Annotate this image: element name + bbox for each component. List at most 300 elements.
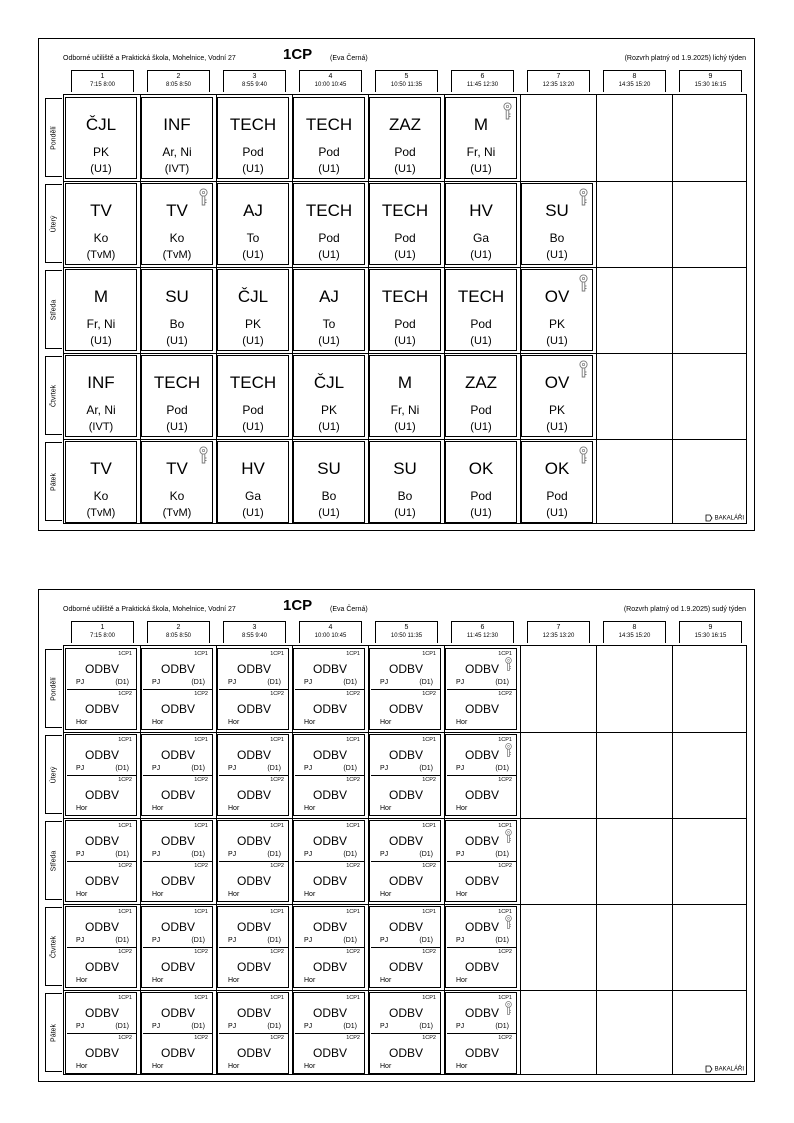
group-lesson-1cp2[interactable]	[219, 690, 289, 730]
group-lesson-1cp2[interactable]	[143, 690, 213, 730]
group-lesson-1cp2[interactable]	[219, 776, 289, 816]
period-header	[451, 621, 514, 643]
lesson-cell[interactable]	[65, 97, 137, 179]
lesson-teacher: Hor	[152, 719, 164, 726]
lesson-subject: ODBV	[236, 834, 271, 848]
lesson-subject: ODBV	[464, 662, 499, 676]
lesson-teacher: Pod	[242, 145, 264, 159]
group-lesson-1cp1[interactable]	[219, 822, 289, 862]
lesson-subject: ODBV	[312, 960, 347, 974]
period-time: 8:55 9:40	[241, 82, 268, 88]
bakalari-logo-icon	[705, 514, 713, 522]
group-name: 1CP1	[194, 909, 208, 915]
group-lesson-1cp1[interactable]	[67, 822, 137, 862]
lesson-cell[interactable]	[65, 992, 137, 1074]
lesson-subject: TV	[90, 201, 112, 220]
day-label: Čtvrtek	[50, 935, 58, 958]
lesson-cell[interactable]	[217, 992, 289, 1074]
lesson-cell[interactable]	[217, 441, 289, 523]
period-header	[147, 70, 210, 92]
key-icon	[505, 1001, 512, 1015]
lesson-teacher: Hor	[304, 1063, 316, 1070]
lesson-subject: ODBV	[160, 960, 195, 974]
group-name: 1CP1	[270, 909, 284, 915]
group-lesson-1cp1[interactable]	[67, 994, 137, 1034]
group-name: 1CP2	[346, 691, 360, 697]
group-lesson-1cp1[interactable]	[219, 736, 289, 776]
lesson-subject: INF	[87, 373, 115, 392]
group-name: 1CP1	[118, 737, 132, 743]
period-time: 10:00 10:45	[314, 82, 347, 88]
group-name: 1CP1	[346, 995, 360, 1001]
group-lesson-1cp1[interactable]	[219, 650, 289, 690]
lesson-room: (D1)	[419, 851, 433, 858]
validity-week: (Rozvrh platný od 1.9.2025) lichý týden	[624, 55, 746, 62]
period-header	[299, 70, 362, 92]
lesson-cell[interactable]	[293, 97, 365, 179]
lesson-teacher: PK	[92, 145, 109, 159]
lesson-cell[interactable]	[445, 992, 517, 1074]
lesson-subject: TECH	[153, 373, 201, 392]
lesson-cell[interactable]	[141, 355, 213, 437]
period-number: 8	[632, 624, 637, 631]
day-label: Úterý	[50, 766, 58, 783]
group-lesson-1cp2[interactable]	[143, 776, 213, 816]
group-lesson-1cp2[interactable]	[67, 948, 137, 988]
period-number: 9	[708, 73, 713, 80]
group-lesson-1cp2[interactable]	[143, 948, 213, 988]
lesson-subject: ODBV	[236, 748, 271, 762]
lesson-room: (TvM)	[86, 249, 116, 261]
lesson-cell[interactable]	[369, 269, 441, 351]
group-lesson-1cp2[interactable]	[295, 690, 365, 730]
lesson-cell[interactable]	[141, 820, 213, 902]
lesson-cell[interactable]	[369, 97, 441, 179]
group-lesson-1cp2[interactable]	[67, 1034, 137, 1074]
lesson-teacher: PJ	[152, 679, 161, 686]
day-label-box	[45, 907, 62, 986]
lesson-room: (D1)	[419, 937, 433, 944]
group-lesson-1cp2[interactable]	[371, 862, 441, 902]
key-icon	[579, 446, 588, 464]
lesson-teacher: Hor	[456, 719, 468, 726]
lesson-cell[interactable]	[65, 648, 137, 730]
lesson-teacher: Pod	[166, 403, 188, 417]
group-lesson-1cp1[interactable]	[143, 650, 213, 690]
lesson-room: (D1)	[267, 679, 281, 686]
lesson-subject: ODBV	[312, 834, 347, 848]
lesson-subject: ODBV	[388, 662, 423, 676]
group-lesson-1cp1[interactable]	[371, 822, 441, 862]
lesson-room: (U1)	[90, 335, 112, 347]
lesson-cell[interactable]	[217, 97, 289, 179]
lesson-subject: ODBV	[160, 662, 195, 676]
lesson-room: (D1)	[495, 937, 509, 944]
lesson-room: (D1)	[191, 765, 205, 772]
lesson-cell[interactable]	[217, 183, 289, 265]
lesson-room: (U1)	[90, 163, 112, 175]
lesson-cell[interactable]	[521, 355, 593, 437]
lesson-teacher: Bo	[397, 489, 413, 503]
lesson-cell[interactable]	[445, 97, 517, 179]
group-name: 1CP2	[194, 1035, 208, 1041]
period-number: 6	[480, 624, 485, 631]
lesson-teacher: Fr, Ni	[86, 317, 116, 331]
period-number: 6	[480, 73, 485, 80]
class-teacher: (Eva Černá)	[330, 55, 368, 62]
key-icon	[579, 188, 588, 206]
group-name: 1CP1	[270, 823, 284, 829]
lesson-cell[interactable]	[369, 992, 441, 1074]
lesson-teacher: Pod	[242, 403, 264, 417]
group-name: 1CP2	[422, 863, 436, 869]
lesson-cell[interactable]	[65, 906, 137, 988]
lesson-subject: TV	[166, 459, 188, 478]
lesson-room: (D1)	[267, 1023, 281, 1030]
lesson-teacher: Hor	[228, 805, 240, 812]
lesson-cell[interactable]	[141, 906, 213, 988]
lesson-subject: ODBV	[464, 960, 499, 974]
lesson-cell[interactable]	[369, 906, 441, 988]
period-header	[147, 621, 210, 643]
lesson-room: (U1)	[394, 335, 416, 347]
lesson-subject: ODBV	[388, 1006, 423, 1020]
lesson-cell[interactable]	[445, 269, 517, 351]
lesson-teacher: PJ	[456, 1023, 465, 1030]
lesson-teacher: Hor	[76, 1063, 88, 1070]
lesson-subject: ODBV	[312, 1006, 347, 1020]
group-lesson-1cp1[interactable]	[143, 736, 213, 776]
group-lesson-1cp2[interactable]	[219, 1034, 289, 1074]
lesson-teacher: PJ	[380, 937, 389, 944]
lesson-cell[interactable]	[369, 183, 441, 265]
lesson-teacher: PK	[244, 317, 261, 331]
group-lesson-1cp2[interactable]	[143, 1034, 213, 1074]
lesson-cell[interactable]	[65, 734, 137, 816]
lesson-cell[interactable]	[293, 355, 365, 437]
lesson-cell[interactable]	[293, 992, 365, 1074]
lesson-room: (D1)	[267, 851, 281, 858]
group-name: 1CP1	[118, 651, 132, 657]
timetable-even-week	[38, 589, 755, 1082]
group-lesson-1cp1[interactable]	[67, 736, 137, 776]
lesson-cell[interactable]	[293, 269, 365, 351]
group-lesson-1cp1[interactable]	[371, 650, 441, 690]
lesson-subject: ODBV	[388, 834, 423, 848]
group-name: 1CP1	[422, 995, 436, 1001]
group-name: 1CP2	[422, 1035, 436, 1041]
lesson-subject: ODBV	[388, 788, 423, 802]
period-time: 14:35 15:20	[618, 633, 651, 639]
lesson-cell[interactable]	[521, 441, 593, 523]
lesson-teacher: Pod	[394, 231, 416, 245]
group-lesson-1cp1[interactable]	[295, 650, 365, 690]
lesson-subject: ODBV	[312, 874, 347, 888]
lesson-cell[interactable]	[141, 992, 213, 1074]
group-lesson-1cp2[interactable]	[219, 862, 289, 902]
group-lesson-1cp2[interactable]	[295, 1034, 365, 1074]
lesson-room: (U1)	[242, 421, 264, 433]
lesson-room: (U1)	[470, 421, 492, 433]
lesson-cell[interactable]	[217, 355, 289, 437]
lesson-cell[interactable]	[445, 906, 517, 988]
day-label-box	[45, 356, 62, 435]
lesson-cell[interactable]	[445, 441, 517, 523]
period-time: 12:35 13:20	[542, 82, 575, 88]
key-icon	[579, 360, 588, 378]
class-name: 1CP	[283, 597, 313, 614]
lesson-room: (D1)	[495, 851, 509, 858]
group-lesson-1cp1[interactable]	[295, 822, 365, 862]
lesson-cell[interactable]	[293, 183, 365, 265]
brand-logo	[705, 1065, 744, 1073]
lesson-cell[interactable]	[217, 820, 289, 902]
lesson-teacher: PJ	[304, 1023, 313, 1030]
group-lesson-1cp1[interactable]	[143, 822, 213, 862]
lesson-cell[interactable]	[369, 355, 441, 437]
lesson-cell[interactable]	[445, 820, 517, 902]
lesson-cell[interactable]	[141, 734, 213, 816]
lesson-teacher: Pod	[470, 317, 492, 331]
group-lesson-1cp2[interactable]	[371, 948, 441, 988]
lesson-subject: ODBV	[160, 748, 195, 762]
lesson-subject: SU	[165, 287, 189, 306]
lesson-teacher: Hor	[76, 805, 88, 812]
lesson-cell[interactable]	[141, 269, 213, 351]
lesson-subject: ODBV	[160, 834, 195, 848]
lesson-cell[interactable]	[65, 441, 137, 523]
group-name: 1CP2	[498, 1035, 512, 1041]
group-name: 1CP1	[270, 651, 284, 657]
lesson-cell[interactable]	[445, 734, 517, 816]
period-time: 14:35 15:20	[618, 82, 651, 88]
lesson-teacher: Pod	[546, 489, 568, 503]
lesson-teacher: Hor	[456, 1063, 468, 1070]
lesson-cell[interactable]	[369, 820, 441, 902]
lesson-teacher: Ko	[169, 489, 185, 503]
group-lesson-1cp2[interactable]	[447, 1034, 517, 1074]
lesson-room: (U1)	[394, 507, 416, 519]
lesson-cell[interactable]	[217, 734, 289, 816]
lesson-subject: ODBV	[464, 748, 499, 762]
lesson-subject: M	[473, 115, 489, 134]
group-name: 1CP2	[346, 863, 360, 869]
lesson-subject: TECH	[305, 201, 353, 220]
lesson-room: (D1)	[115, 679, 129, 686]
group-lesson-1cp1[interactable]	[219, 908, 289, 948]
lesson-cell[interactable]	[445, 183, 517, 265]
lesson-cell[interactable]	[293, 648, 365, 730]
lesson-cell[interactable]	[293, 820, 365, 902]
lesson-room: (U1)	[242, 249, 264, 261]
lesson-cell[interactable]	[65, 269, 137, 351]
group-lesson-1cp2[interactable]	[371, 690, 441, 730]
period-time: 8:05 8:50	[165, 633, 192, 639]
lesson-cell[interactable]	[141, 183, 213, 265]
group-lesson-1cp1[interactable]	[371, 994, 441, 1034]
day-label: Čtvrtek	[50, 384, 58, 407]
lesson-subject: ODBV	[388, 702, 423, 716]
lesson-subject: ODBV	[464, 874, 499, 888]
lesson-subject: TECH	[229, 115, 277, 134]
group-lesson-1cp1[interactable]	[67, 650, 137, 690]
lesson-cell[interactable]	[293, 906, 365, 988]
lesson-teacher: Ga	[472, 231, 489, 245]
group-lesson-1cp2[interactable]	[371, 1034, 441, 1074]
group-lesson-1cp1[interactable]	[295, 908, 365, 948]
lesson-room: (U1)	[470, 507, 492, 519]
lesson-room: (D1)	[343, 937, 357, 944]
group-name: 1CP1	[498, 995, 512, 1001]
key-icon	[503, 102, 512, 120]
lesson-subject: ODBV	[464, 834, 499, 848]
group-name: 1CP2	[270, 949, 284, 955]
lesson-teacher: Ko	[93, 489, 109, 503]
lesson-room: (D1)	[115, 937, 129, 944]
lesson-subject: ODBV	[160, 1046, 195, 1060]
lesson-room: (U1)	[318, 421, 340, 433]
lesson-teacher: PJ	[380, 1023, 389, 1030]
day-label-box	[45, 270, 62, 349]
key-icon	[505, 657, 512, 671]
group-lesson-1cp1[interactable]	[371, 908, 441, 948]
group-name: 1CP2	[270, 777, 284, 783]
group-lesson-1cp2[interactable]	[447, 776, 517, 816]
lesson-teacher: PJ	[228, 851, 237, 858]
lesson-teacher: Ko	[93, 231, 109, 245]
group-name: 1CP1	[118, 909, 132, 915]
lesson-teacher: To	[246, 231, 260, 245]
lesson-teacher: Pod	[318, 231, 340, 245]
lesson-teacher: Ar, Ni	[162, 145, 192, 159]
period-header	[223, 70, 286, 92]
group-name: 1CP1	[498, 737, 512, 743]
lesson-teacher: Hor	[228, 977, 240, 984]
grid-row-line	[64, 267, 746, 268]
lesson-teacher: Fr, Ni	[390, 403, 420, 417]
group-lesson-1cp2[interactable]	[295, 776, 365, 816]
group-name: 1CP2	[118, 949, 132, 955]
grid-column-line	[672, 646, 673, 1074]
group-name: 1CP2	[498, 949, 512, 955]
group-lesson-1cp2[interactable]	[219, 948, 289, 988]
group-lesson-1cp2[interactable]	[67, 776, 137, 816]
lesson-cell[interactable]	[521, 269, 593, 351]
period-time: 12:35 13:20	[542, 633, 575, 639]
lesson-cell[interactable]	[65, 183, 137, 265]
lesson-teacher: Hor	[152, 977, 164, 984]
lesson-teacher: Hor	[304, 719, 316, 726]
group-lesson-1cp2[interactable]	[295, 862, 365, 902]
lesson-teacher: Hor	[456, 805, 468, 812]
day-label-box	[45, 98, 62, 177]
group-lesson-1cp1[interactable]	[67, 908, 137, 948]
group-lesson-1cp1[interactable]	[295, 736, 365, 776]
lesson-cell[interactable]	[217, 269, 289, 351]
group-lesson-1cp1[interactable]	[143, 994, 213, 1034]
lesson-room: (U1)	[546, 421, 568, 433]
group-lesson-1cp2[interactable]	[67, 862, 137, 902]
lesson-cell[interactable]	[445, 355, 517, 437]
group-lesson-1cp2[interactable]	[295, 948, 365, 988]
group-lesson-1cp2[interactable]	[67, 690, 137, 730]
lesson-cell[interactable]	[521, 183, 593, 265]
lesson-subject: ODBV	[236, 920, 271, 934]
lesson-cell[interactable]	[369, 648, 441, 730]
group-name: 1CP2	[118, 691, 132, 697]
lesson-subject: ODBV	[84, 920, 119, 934]
lesson-subject: ODBV	[160, 702, 195, 716]
lesson-cell[interactable]	[141, 441, 213, 523]
lesson-cell[interactable]	[445, 648, 517, 730]
key-icon	[579, 274, 588, 292]
group-lesson-1cp2[interactable]	[447, 862, 517, 902]
grid-row-line	[64, 732, 746, 733]
lesson-room: (D1)	[495, 1023, 509, 1030]
lesson-cell[interactable]	[65, 820, 137, 902]
lesson-cell[interactable]	[369, 734, 441, 816]
lesson-cell[interactable]	[293, 441, 365, 523]
lesson-subject: ODBV	[312, 788, 347, 802]
period-header	[679, 70, 742, 92]
lesson-cell[interactable]	[369, 441, 441, 523]
lesson-subject: ČJL	[85, 115, 117, 134]
lesson-subject: ODBV	[464, 920, 499, 934]
lesson-subject: ODBV	[160, 788, 195, 802]
grid-column-line	[520, 646, 521, 1074]
lesson-cell[interactable]	[293, 734, 365, 816]
lesson-subject: HV	[469, 201, 493, 220]
lesson-teacher: PJ	[304, 937, 313, 944]
lesson-room: (U1)	[546, 249, 568, 261]
lesson-teacher: PJ	[380, 851, 389, 858]
lesson-cell[interactable]	[217, 906, 289, 988]
lesson-room: (U1)	[318, 163, 340, 175]
group-name: 1CP2	[194, 691, 208, 697]
group-lesson-1cp2[interactable]	[143, 862, 213, 902]
lesson-subject: ODBV	[312, 920, 347, 934]
lesson-room: (D1)	[343, 851, 357, 858]
group-lesson-1cp2[interactable]	[447, 690, 517, 730]
lesson-cell[interactable]	[141, 648, 213, 730]
lesson-subject: ODBV	[312, 662, 347, 676]
period-number: 4	[328, 73, 333, 80]
lesson-subject: AJ	[319, 287, 339, 306]
lesson-room: (D1)	[419, 679, 433, 686]
grid-row-line	[64, 818, 746, 819]
group-name: 1CP1	[422, 651, 436, 657]
group-lesson-1cp1[interactable]	[219, 994, 289, 1034]
group-lesson-1cp1[interactable]	[371, 736, 441, 776]
lesson-subject: TV	[166, 201, 188, 220]
lesson-teacher: PK	[320, 403, 337, 417]
key-icon	[505, 829, 512, 843]
lesson-subject: TECH	[305, 115, 353, 134]
lesson-cell[interactable]	[141, 97, 213, 179]
lesson-room: (U1)	[470, 335, 492, 347]
group-lesson-1cp1[interactable]	[295, 994, 365, 1034]
group-lesson-1cp2[interactable]	[371, 776, 441, 816]
group-name: 1CP2	[422, 777, 436, 783]
lesson-room: (D1)	[495, 765, 509, 772]
lesson-cell[interactable]	[217, 648, 289, 730]
group-lesson-1cp1[interactable]	[143, 908, 213, 948]
class-name: 1CP	[283, 46, 313, 63]
lesson-cell[interactable]	[65, 355, 137, 437]
group-name: 1CP1	[422, 737, 436, 743]
lesson-subject: ODBV	[160, 1006, 195, 1020]
group-lesson-1cp2[interactable]	[447, 948, 517, 988]
